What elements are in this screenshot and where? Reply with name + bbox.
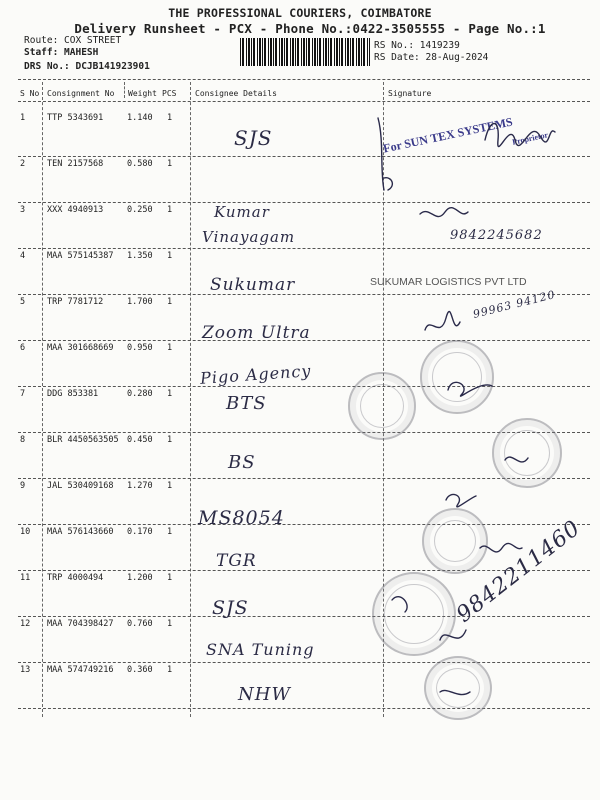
- row-pcs: 1: [167, 251, 173, 261]
- row-pcs: 1: [167, 619, 173, 629]
- row-weight: 0.170: [127, 527, 153, 537]
- handwritten-consignee: Sukumar: [210, 275, 296, 295]
- row-consignment-no: JAL 530409168: [47, 481, 114, 491]
- handwritten-consignee: NHW: [238, 684, 291, 705]
- row-sno: 8: [20, 435, 26, 445]
- rs-date: RS Date: 28-Aug-2024: [374, 52, 489, 63]
- row-weight: 0.450: [127, 435, 153, 445]
- row-consignment-no: MAA 704398427: [47, 619, 114, 629]
- row-pcs: 1: [167, 297, 173, 307]
- row-sno: 2: [20, 159, 26, 169]
- row-sno: 12: [20, 619, 31, 629]
- handwritten-phone: 9842245682: [450, 228, 543, 243]
- row-sno: 9: [20, 481, 26, 491]
- row-weight: 0.360: [127, 665, 153, 675]
- handwritten-consignee: SJS: [212, 597, 249, 619]
- handwritten-consignee: MS8054: [198, 507, 285, 529]
- row-sno: 7: [20, 389, 26, 399]
- row-consignment-no: XXX 4940913: [47, 205, 104, 215]
- handwritten-consignee: BS: [228, 452, 256, 473]
- row-sno: 4: [20, 251, 26, 261]
- row-weight: 1.270: [127, 481, 153, 491]
- row-weight: 0.580: [127, 159, 153, 169]
- row-consignment-no: DDG 853381: [47, 389, 99, 399]
- handwritten-consignee: SJS: [234, 126, 273, 150]
- row-sno: 1: [20, 113, 26, 123]
- col-header-sno: S No: [20, 89, 40, 98]
- suntex-stamp: For SUN TEX SYSTEMS: [381, 114, 514, 156]
- col-header-consignee: Consignee Details: [195, 89, 277, 98]
- row-weight: 1.700: [127, 297, 153, 307]
- signature-row1: [378, 118, 392, 190]
- handwritten-consignee: Zoom Ultra: [202, 323, 311, 343]
- signature-row9: [446, 494, 476, 506]
- handwritten-note: Vinayagam: [202, 228, 296, 246]
- col-header-consignment: Consignment No: [47, 89, 115, 98]
- row-weight: 1.140: [127, 113, 153, 123]
- row-pcs: 1: [167, 527, 173, 537]
- company-title: THE PROFESSIONAL COURIERS, COIMBATORE: [168, 6, 432, 20]
- row-consignment-no: TRP 7781712: [47, 297, 104, 307]
- row-consignment-no: BLR 4450563505: [47, 435, 119, 445]
- row-sno: 11: [20, 573, 31, 583]
- drs-number: DRS No.: DCJB141923901: [24, 61, 150, 72]
- row-weight: 1.200: [127, 573, 153, 583]
- row-consignment-no: TRP 4000494: [47, 573, 104, 583]
- row-pcs: 1: [167, 113, 173, 123]
- row-consignment-no: MAA 574749216: [47, 665, 114, 675]
- col-header-weight: Weight: [128, 89, 157, 98]
- row-weight: 0.250: [127, 205, 153, 215]
- handwritten-consignee: Kumar: [214, 203, 270, 221]
- signature-row7: [448, 382, 492, 396]
- row-consignment-no: MAA 576143660: [47, 527, 114, 537]
- row-pcs: 1: [167, 481, 173, 491]
- row-sno: 5: [20, 297, 26, 307]
- handwritten-consignee: TGR: [216, 551, 257, 571]
- signature-row3: [420, 208, 468, 217]
- route-label: Route: COX STREET: [24, 35, 122, 46]
- row-sno: 10: [20, 527, 31, 537]
- handwritten-consignee: Pigo Agency: [199, 361, 312, 388]
- handwritten-consignee: SNA Tuning: [206, 640, 315, 659]
- row-pcs: 1: [167, 435, 173, 445]
- row-weight: 0.280: [127, 389, 153, 399]
- signature-row13: [440, 690, 470, 694]
- row-pcs: 1: [167, 389, 173, 399]
- row-consignment-no: MAA 301668669: [47, 343, 114, 353]
- signature-row8: [505, 457, 528, 462]
- row-pcs: 1: [167, 343, 173, 353]
- row-pcs: 1: [167, 205, 173, 215]
- row-consignment-no: TEN 2157568: [47, 159, 104, 169]
- runsheet-title: Delivery Runsheet - PCX - Phone No.:0422-3505555 - Page No.:1: [74, 21, 546, 36]
- signature-row1: [485, 124, 555, 147]
- handwritten-phone: 99963 94120: [471, 287, 557, 322]
- signature-row12: [440, 630, 466, 640]
- staff-label: Staff: MAHESH: [24, 47, 99, 58]
- signature-row5: [425, 311, 460, 330]
- row-weight: 0.760: [127, 619, 153, 629]
- proprietor-stamp: Proprietor: [511, 130, 549, 147]
- signature-row11: [392, 597, 407, 612]
- row-weight: 1.350: [127, 251, 153, 261]
- sukumar-stamp: SUKUMAR LOGISTICS PVT LTD: [370, 276, 527, 288]
- col-header-signature: Signature: [388, 89, 432, 98]
- handwritten-consignee: BTS: [226, 393, 267, 414]
- handwritten-phone: 9842211460: [452, 515, 586, 628]
- row-sno: 13: [20, 665, 31, 675]
- signature-row10: [480, 543, 522, 551]
- row-consignment-no: MAA 575145387: [47, 251, 114, 261]
- row-sno: 6: [20, 343, 26, 353]
- row-pcs: 1: [167, 665, 173, 675]
- row-weight: 0.950: [127, 343, 153, 353]
- row-sno: 3: [20, 205, 26, 215]
- row-pcs: 1: [167, 573, 173, 583]
- row-consignment-no: TTP 5343691: [47, 113, 104, 123]
- rs-number: RS No.: 1419239: [374, 40, 460, 51]
- col-header-pcs: PCS: [162, 89, 177, 98]
- row-pcs: 1: [167, 159, 173, 169]
